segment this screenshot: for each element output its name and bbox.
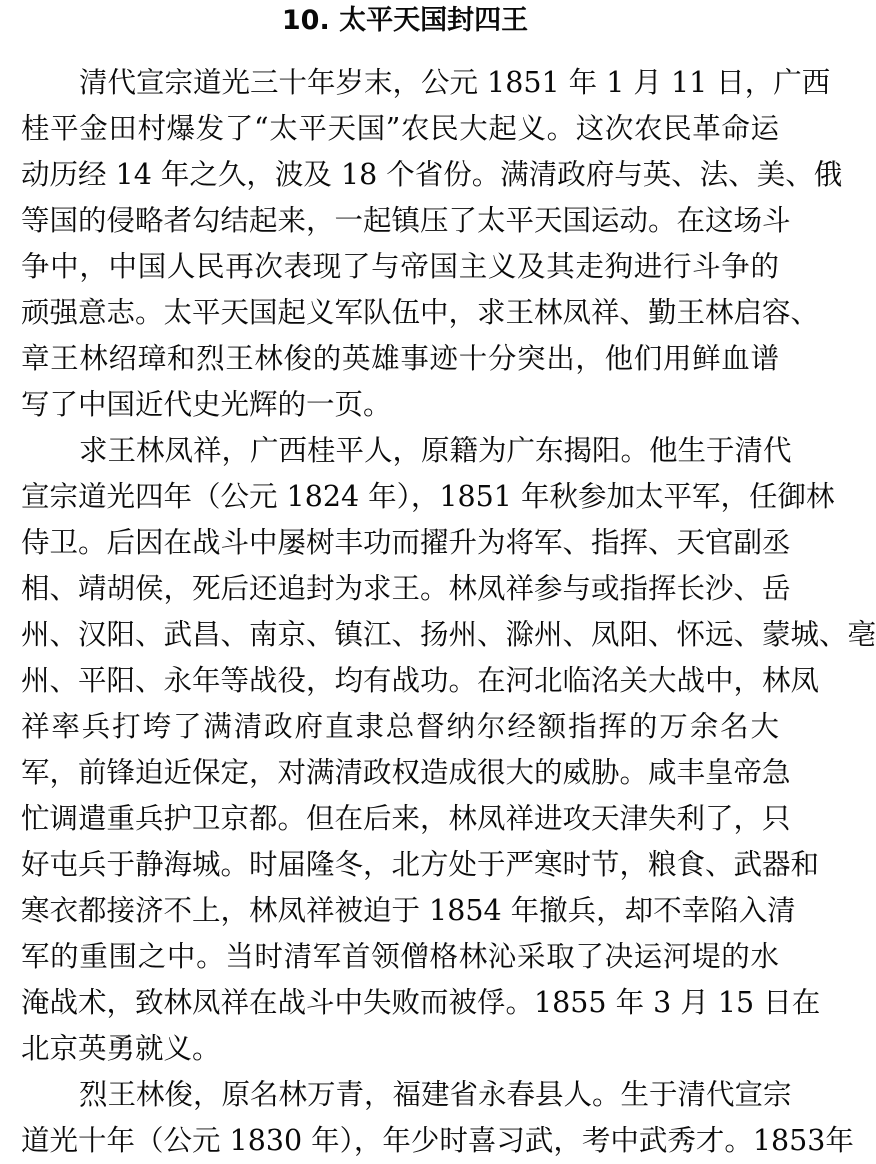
paragraph-lin-jun: [21, 1072, 854, 1164]
text-line: 顽强意志。太平天国起义军队伍中，求王林凤祥、勤王林启容、: [21, 296, 820, 329]
text-line: 好屯兵于静海城。时届隆冬，北方处于严寒时节，粮食、武器和: [21, 848, 820, 881]
text-line: 等国的侵略者勾结起来，一起镇压了太平天国运动。在这场斗: [21, 204, 791, 237]
text-line: 烈王林俊，原名林万青，福建省永春县人。生于清代宣宗: [79, 1078, 792, 1111]
text-line: 军，前锋迫近保定，对满清政权造成很大的威胁。咸丰皇帝急: [21, 756, 791, 789]
document-body: [21, 60, 876, 1164]
text-line: 州、平阳、永年等战役，均有战功。在河北临洺关大战中，林凤: [21, 664, 820, 697]
text-line: 州、汉阳、武昌、南京、镇江、扬州、滁州、凤阳、怀远、蒙城、亳: [21, 618, 876, 651]
text-line: 清代宣宗道光三十年岁末，公元 1851 年 1 月 11 日，广西: [79, 66, 831, 99]
text-line: 求王林凤祥，广西桂平人，原籍为广东揭阳。他生于清代: [79, 434, 792, 467]
paragraph-lin-fengxiang: [21, 428, 876, 1072]
text-line: 侍卫。后因在战斗中屡树丰功而擢升为将军、指挥、天官副丞: [21, 526, 791, 559]
paragraph-intro: [21, 60, 843, 428]
text-line: 忙调遣重兵护卫京都。但在后来，林凤祥进攻天津失利了，只: [21, 802, 791, 835]
text-line: 动历经 14 年之久，波及 18 个省份。满清政府与英、法、美、俄: [21, 158, 843, 191]
text-line: 桂平金田村爆发了“太平天国”农民大起义。这次农民革命运: [21, 112, 779, 145]
text-line: 祥率兵打垮了满清政府直隶总督纳尔经额指挥的万余名大: [21, 710, 779, 743]
text-line: 章王林绍璋和烈王林俊的英雄事迹十分突出，他们用鲜血谱: [21, 342, 779, 375]
text-line: 宣宗道光四年（公元 1824 年），1851 年秋参加太平军，任御林: [21, 480, 835, 513]
text-line: 相、靖胡侯，死后还追封为求王。林凤祥参与或指挥长沙、岳: [21, 572, 791, 605]
text-line: 道光十年（公元 1830 年），年少时喜习武，考中武秀才。1853年: [21, 1124, 854, 1157]
page-title: 10. 太平天国封四王: [281, 5, 529, 36]
text-line: 争中，中国人民再次表现了与帝国主义及其走狗进行斗争的: [21, 250, 779, 283]
text-line: 寒衣都接济不上，林凤祥被迫于 1854 年撤兵，却不幸陷入清: [21, 894, 796, 927]
text-line: 淹战术，致林凤祥在战斗中失败而被俘。1855 年 3 月 15 日在: [21, 986, 821, 1019]
text-line: 军的重围之中。当时清军首领僧格林沁采取了决运河堤的水: [21, 940, 779, 973]
text-line: 北京英勇就义。: [21, 1032, 221, 1065]
text-line: 写了中国近代史光辉的一页。: [21, 388, 392, 421]
